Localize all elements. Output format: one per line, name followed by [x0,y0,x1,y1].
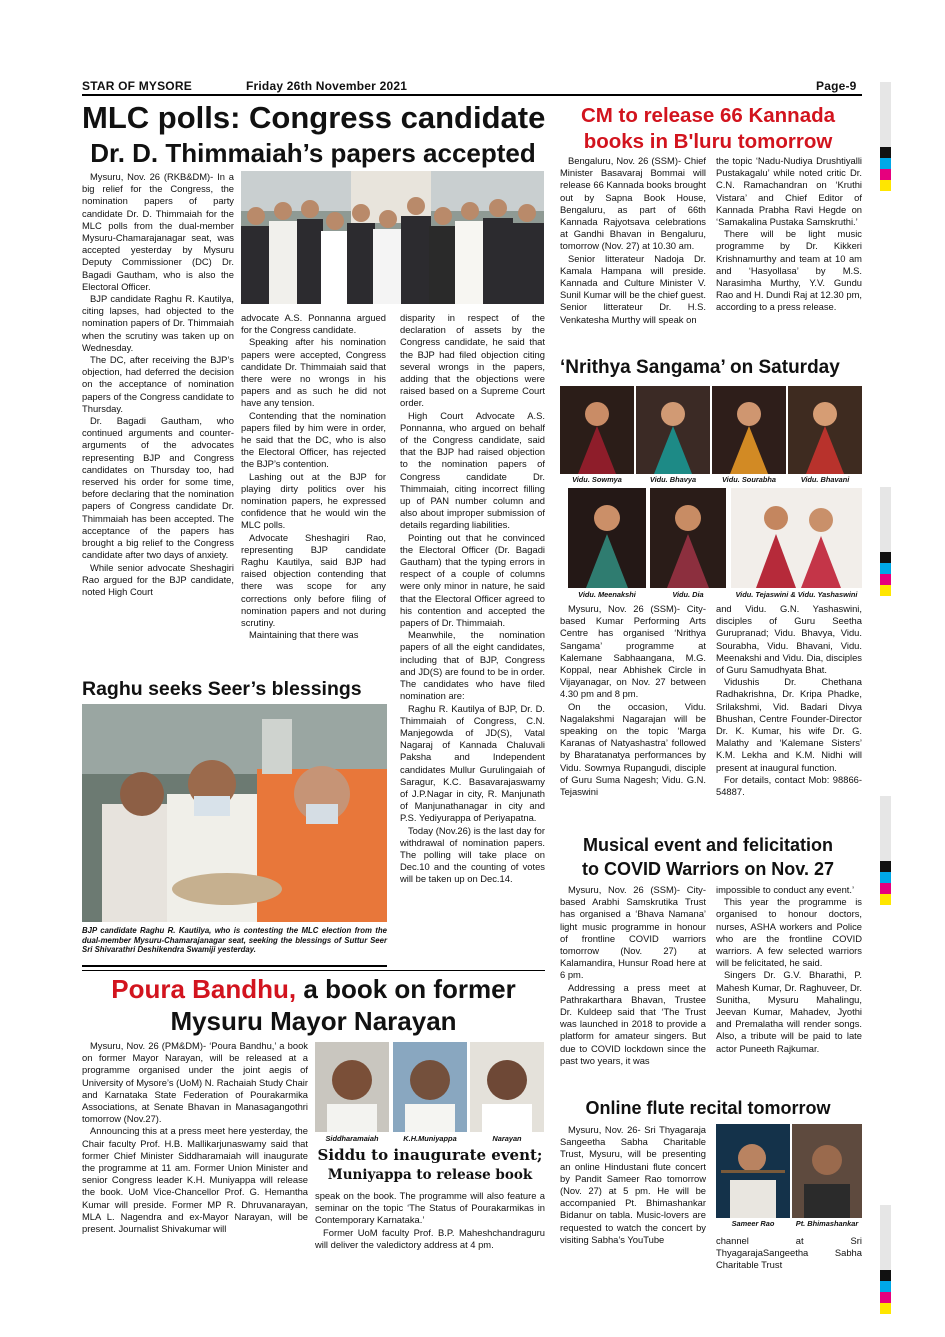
photo-caption: Vidu. Meenakshi [578,590,636,599]
registration-gray-bar [880,796,891,861]
registration-cmyk-strip [880,861,891,905]
flute-headline: Online flute recital tomorrow [585,1098,831,1118]
paragraph: Maintaining that there was [249,629,359,641]
cm-column-2 [716,155,862,353]
photo-caption: Sameer Rao [731,1219,775,1228]
musical-headline-1: Musical event and felicitation [582,835,834,855]
registration-gray-bar [880,82,891,147]
paragraph: Today (Nov.26) is the last day for withdrawal of nomination papers. The polling will take place on Dec.10 and the counting of votes will be taken up on Dec.14. [400,824,545,885]
musical-column-2 [716,884,862,1094]
paragraph: Former UoM faculty Prof. B.P. Maheshchandraguru will deliver the valedictory address at 4 pm. [315,1226,545,1250]
paragraph: Vidushis Dr. Chethana Radhakrishna, Dr. Kripa Phadke, Srilakshmi, Vid. Badari Divya Bhushan, Centre Founder-Director Dr. K. Kumar, his wife Dr. G. Malathy and ‘Kalemane Sisters’ K.M. Lekha and K.M. Nidhi will present at inaugural function. [716,676,862,773]
masthead-rule [82,94,862,96]
muniyappa-photo [393,1042,467,1132]
mlc-headline-2: Dr. D. Thimmaiah’s papers accepted [90,138,536,168]
dancer-photo-tejaswini-yashaswini [731,488,862,588]
registration-cmyk-strip [880,147,891,191]
raghu-caption: BJP candidate Raghu R. Kautilya, who is contesting the MLC election from the dual-member Mysuru-Chamarajanagar seat, seeking the blessings of Suttur Seer Sri Shivarathri Deshikendra Swamiji yesterday. [82,926,387,955]
paragraph: disparity in respect of the declaration of assets by the Congress candidate, he said that the BJP had filed objection citing several wrongs in the papers, adding that the objections were raised based on a Supreme Court order. [400,312,545,409]
paragraph: and Vidu. G.N. Yashaswini, disciples of Guru Seetha Gurupranad; Vidu. Bhavya, Vidu. Sourabha, Vidu. Bhavani, Vidu. Meenakshi and Vidu. Dia, disciples of Guru Samudhyata Bhat. [716,603,862,676]
dancer-photo-sowmya [560,386,634,474]
paragraph: Raghu R. Kautilya of BJP, Dr. D. Thimmaiah of Congress, C.N. Manjegowda of JD(S), Vatal Nagaraj of Kannada Chaluvali Paksha and Independent candidates Mullur Gurulingaiah of Saragur, K.C. Basavarajaswamy of J.P.Nagar in city, R. Manjunath of Manjunathanagar in city and P.S. Yediyurappa of Periyapatna. [400,702,545,824]
musical-headline-2: to COVID Warriors on Nov. 27 [581,859,835,879]
sameer-rao-photo [716,1124,790,1218]
raghu-caption-rule [82,965,387,967]
paragraph: Advocate Sheshagiri Rao, representing BJP candidate Raghu Kautilya, said BJP had raised objection contending that there was scope for any corrections only before filing of nomination papers and not during scrutiny. [241,531,386,629]
photo-caption: K.H.Muniyappa [403,1134,457,1143]
paragraph: Mysuru, Nov. 26 (PM&DM)- ‘Poura Bandhu,’ a book on former Mayor Narayan, will be released at a programme organised under the joint aegis of University of Mysore’s (UoM) N. Rachaiah Study Chair and Karnataka State Federation of Pourakarmika Associations, at Senate Bhavan in Manasagangothri tomorrow (Nov.27). [82,1040,308,1125]
paragraph: Speaking after his nomination papers were accepted, Congress candidate Dr. Thimmaiah said that there were no wrongs in his papers and as such he did not have any tension. [241,336,386,409]
poura-headline-rest: a book on former [296,974,516,1004]
poura-headline-1 [82,973,545,1005]
paragraph: Mysuru, Nov. 26- Sri Thyagaraja Sangeetha Sabha Charitable Trust, Mysuru, will be presenting an online Hindustani flute concert by Pandit Sameer Rao tomorrow (Nov. 27) at 5 pm. He will be accompanied Pt. Bhimashankar Bidanur on tabla. Music-lovers are requested to watch the concert by visiting Sabha’s YouTube [560,1124,706,1245]
photo-caption: Vidu. Bhavani [800,475,850,484]
photo-caption: Pt. Bhimashankar [795,1219,859,1228]
paragraph: the topic ‘Nadu-Nudiya Drushtiyalli Pustakagalu’ while noted critic Dr. C.N. Ramachandran on ‘Kruthi Vistara’ and Chief Editor of Kannada Prabha Ravi Hegde on ‘Samakalina Pustaka Samskruthi.’ [716,155,862,228]
paragraph: On the occasion, Vidu. Nagalakshmi Nagarajan will be speaking on the topic ‘Marga Karanas of Natyashastra’ followed by Bharatanatya performances by Vidu. Sowmya Rupangudi, disciple of Guru Suma Nagesh; Vidu. G.N. Tejaswini [560,700,706,798]
paragraph: BJP candidate Raghu R. Kautilya, citing lapses, had objected to the nomination papers of Dr. Thimmaiah when the scrutiny was taken up on Wednesday. [82,293,234,353]
poura-column-1 [82,1040,308,1280]
poura-column-2 [315,1190,545,1270]
paragraph: For details, contact Mob: 98866-54887. [716,773,862,798]
paragraph: The DC, after receiving the BJP’s objection, had deferred the decision on the acceptance of nomination papers of the Congress candidate to Thursday. [82,354,234,414]
photo-caption: Vidu. Dia [672,590,704,599]
paragraph: There will be light music programme by Dr. Kikkeri Krishnamurthy and team at 10 am and ‘Hasyollasa’ by M.S. Narasimha Murthy, Y.V. Gundu Rao and H. Dundi Raj at 12.30 pm, according to a press release. [716,228,862,313]
paragraph: impossible to conduct any event.’ [716,884,855,895]
paragraph: Dr. Bagadi Gautham, who continued arguments and counter-arguments of the advocates representing BJP and Congress candidates on Thursday too, had reserved his order for some time, before declaring that the nomination papers of Congress candidate Dr. Thimmaiah has been accepted. The acceptance of the papers has brought a big relief to the Congress candidate after two days of anxiety. [82,415,234,561]
mlc-column-3 [400,312,545,972]
paragraph: Bengaluru, Nov. 26 (SSM)- Chief Minister Basavaraj Bommai will release 66 Kannada books brought out by Sapna Book House, Bengaluru, as part of 66th Kannada Rajyotsava celebrations at Gandhi Bhavan in Bengaluru, tomorrow (Nov. 27) at 10.30 am. [560,155,706,252]
paragraph: Senior litterateur Nadoja Dr. Kamala Hampana will preside. Kannada and Culture Minister V. Sunil Kumar will be the chief guest. Senior litterateur Dr. H.S. Venkatesha Murthy will speak on [560,252,706,325]
paragraph: High Court Advocate A.S. Ponnanna, who argued on behalf of the Congress candidate, said that the BJP had raised objection to the nomination papers of Congress candidate Dr. Thimmaiah, citing incorrect filling up of PAN number column and also about improper submission of details regarding liabilities. [400,409,545,531]
flute-column-1 [560,1124,706,1274]
registration-gray-bar [880,487,891,552]
raghu-seer-photo [82,704,387,922]
photo-caption: Vidu. Tejaswini & Vidu. Yashaswini [735,590,858,599]
poura-headline-2: Mysuru Mayor Narayan [170,1006,457,1036]
paragraph: channel at Sri ThyagarajaSangeetha Sabha Charitable Trust [716,1235,862,1271]
paragraph: Pointing out that he convinced the Electoral Officer (Dr. Bagadi Gautham) that the typing errors in respect of a couple of columns were only minor in nature, he said that the Electoral Officer agreed to his contention and accepted the papers of Dr. Thimmaiah. [400,531,545,629]
masthead-page: Page-9 [816,79,857,93]
paragraph: While senior advocate Sheshagiri Rao argued for the BJP candidate, noted High Court [82,561,234,597]
raghu-headline: Raghu seeks Seer’s blessings [82,678,362,700]
mlc-column-2 [241,312,386,677]
photo-caption: Vidu. Bhavya [649,475,697,484]
registration-cmyk-strip [880,552,891,596]
paragraph: Contending that the nomination papers filed by him were in order, he said that the DC, who is also the Electoral Officer, has rejected the BJP’s contention. [241,409,386,470]
nrithya-column-2 [716,603,862,827]
paragraph: speak on the book. The programme will also feature a seminar on the topic ‘The Status of Pourakarmikas in Contemporary Karnataka.’ [315,1190,545,1226]
masthead-paper: STAR OF MYSORE [82,79,192,93]
cm-column-1 [560,155,706,353]
paragraph: Addressing a press meet at Pathrakarthara Bhavan, Trustee Dr. Kuldeep said that ‘The Trust was launched in 2018 to provide a platform for amateur singers. But due to COVID lockdown since the past two years, it was [560,981,706,1066]
registration-gray-bar [880,1205,891,1270]
dancer-photo-bhavya [636,386,710,474]
nrithya-column-1 [560,603,706,827]
paragraph: Mysuru, Nov. 26 (SSM)- City-based Arabhi Samskrutika Trust has organised a ‘Bhava Namana’ light music programme in honour of frontline COVID warriors tomorrow (Nov. 27) at Kalamandira, Hunsur Road here at 6 pm. [560,884,706,981]
mlc-column-1 [82,171,234,677]
mlc-group-photo [241,171,544,304]
musical-column-1 [560,884,706,1094]
dancer-photo-sourabha [712,386,786,474]
masthead-date: Friday 26th November 2021 [246,79,408,93]
photo-caption: Narayan [492,1134,522,1143]
dancer-photo-dia [650,488,726,588]
poura-subhead-2: Muniyappa to release book [327,1167,533,1183]
cm-headline-1: CM to release 66 Kannada [580,104,836,127]
paragraph: Singers Dr. G.V. Bharathi, P. Mahesh Kumar, Dr. Raghuveer, Dr. Sunitha, Mysuru Mahalingu, Jeevan Kumar, Mahadev, Jyothi and Premalatha will render songs. Also, a tribute will be paid to late actor Puneeth Rajkumar. [716,969,862,1054]
paragraph: Mysuru, Nov. 26 (RKB&DM)- In a big relief for the Congress, the nomination papers of party candidate Dr. D. Thimmaiah for the MLC polls from the dual-member Mysuru-Chamarajanagar seat, was accepted yesterday by Mysuru Deputy Commissioner (DC) Dr. Bagadi Gautham, who is also the Electoral Officer. [82,171,234,292]
poura-subhead-1: Siddu to inaugurate event; [317,1146,543,1164]
paragraph: Mysuru, Nov. 26 (SSM)- City-based Kumar Performing Arts Centre has organised ‘Nrithya Sangama’ programme at Kalemane Sabhaangana, M.G. Koppal, near Abhishek Circle in Vijayanagar, on Nov. 27 between 4.30 pm and 8 pm. [560,603,706,700]
paragraph: Meanwhile, the nomination papers of all the eight candidates, including that of BJP, Congress and JD(S) are found to be in order. The candidates who have filed nomination are: [400,629,545,702]
nrithya-headline: ‘Nrithya Sangama’ on Saturday [560,357,840,378]
paragraph: advocate A.S. Ponnanna argued for the Congress candidate. [241,312,386,336]
narayan-photo [470,1042,544,1132]
siddharamaiah-photo [315,1042,389,1132]
photo-caption: Vidu. Sourabha [722,475,776,484]
photo-caption: Siddharamaiah [325,1134,379,1143]
flute-column-2 [716,1235,862,1275]
dancer-photo-bhavani [788,386,862,474]
paragraph: Announcing this at a press meet here yesterday, the Chair faculty Prof. H.B. Mallikarjunaswamy said that former Chief Minister Siddharamaiah will inaugurate the programme at 11 am. Former Union Minister and senior Congress leader K.H. Muniyappa will release the book. UoM Vice-Chancellor Prof. G. Hemantha Kumar will preside. Former MP R. Dhruvanarayan, MLA L. Nagendra and ex-Mayor Narayan, will be present. Journalist Shivakumar will [82,1125,308,1235]
cm-headline-2: books in B'luru tomorrow [583,130,833,153]
photo-caption: Vidu. Sowmya [572,475,622,484]
section-rule [82,970,545,971]
registration-cmyk-strip [880,1270,891,1314]
paragraph: This year the programme is organised to honour doctors, nurses, ASHA workers and Police who are the frontline COVID warriors. A few selected warriors will be felicitated, he said. [716,896,862,969]
bhimashankar-photo [792,1124,862,1218]
paragraph: Lashing out at the BJP for playing dirty politics over his nomination papers, he expressed confidence that he would win the MLC polls. [241,470,386,531]
dancer-photo-meenakshi [568,488,646,588]
mlc-headline-1: MLC polls: Congress candidate [82,100,546,135]
poura-headline-red: Poura Bandhu, [111,974,297,1004]
